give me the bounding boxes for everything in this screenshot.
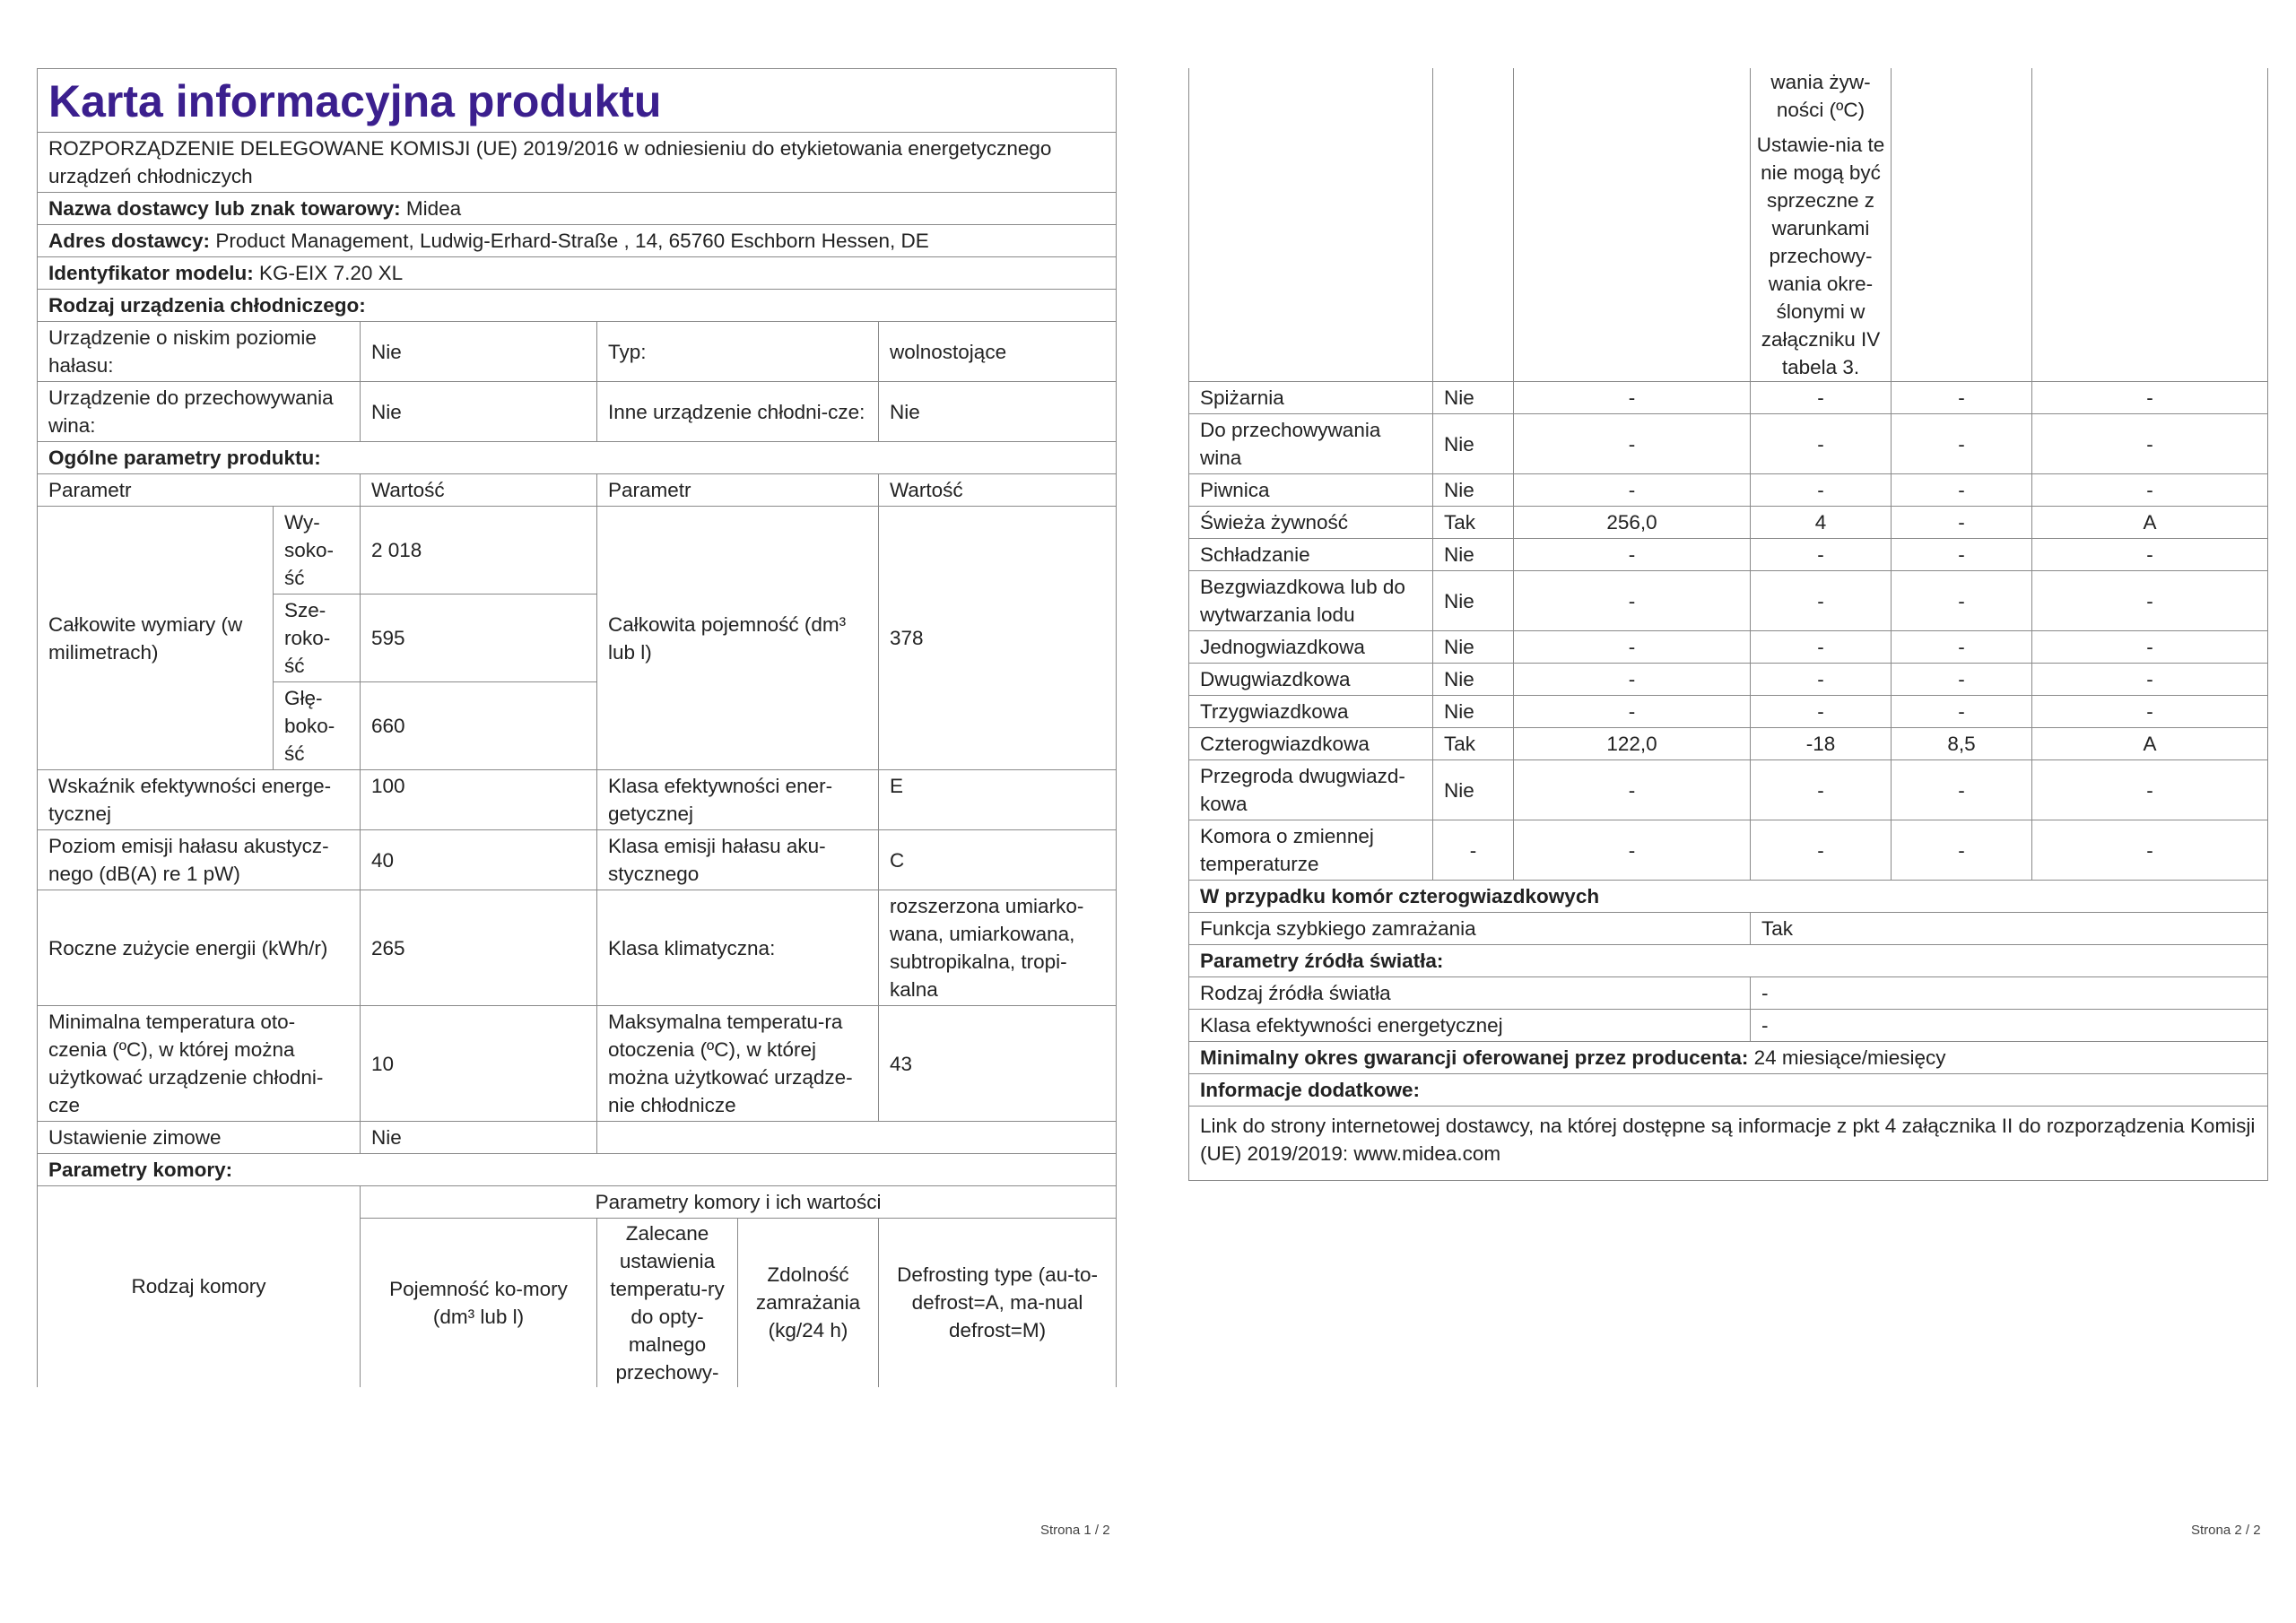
- compartment-capacity: -: [1514, 760, 1751, 820]
- width-label: Sze-roko-ść: [274, 595, 361, 682]
- compartment-defrost: A: [2032, 507, 2268, 539]
- compartment-name: Bezgwiazdkowa lub do wytwarzania lodu: [1189, 571, 1433, 631]
- compartment-defrost: -: [2032, 539, 2268, 571]
- compartment-defrost: -: [2032, 414, 2268, 474]
- compartment-freeze: -: [1892, 382, 2032, 414]
- compartment-row: [1189, 696, 2268, 728]
- compartment-name: Świeża żywność: [1189, 507, 1433, 539]
- min-temp-value: 10: [361, 1006, 597, 1122]
- page-title: Karta informacyjna produktu: [38, 69, 1117, 133]
- general-params-section: Ogólne parametry produktu:: [38, 442, 1117, 474]
- compartment-temp: -: [1751, 760, 1892, 820]
- compartment-name: Spiżarnia: [1189, 382, 1433, 414]
- supplier-label: Nazwa dostawcy lub znak towarowy:: [48, 197, 401, 220]
- compartment-freeze: -: [1892, 539, 2032, 571]
- temp-header-part2: wania żyw-ności (ºC): [1770, 71, 1871, 121]
- compartment-temp: -: [1751, 631, 1892, 664]
- header-param-2: Parametr: [597, 474, 879, 507]
- depth-value: 660: [361, 682, 597, 770]
- compartment-row: [1189, 820, 2268, 881]
- four-star-section: W przypadku komór czterogwiazdkowych: [1189, 881, 2268, 913]
- page-2: [1188, 68, 2267, 1181]
- supplier-link-row: [1189, 1107, 2268, 1181]
- temp-header-note: Ustawie-nia te nie mogą być sprzeczne z warunkami przechowy-wania okre-ślonymi w załączniku IV tabela 3.: [1756, 134, 1885, 378]
- compartment-row: [1189, 539, 2268, 571]
- compartment-freeze: 8,5: [1892, 728, 2032, 760]
- compartment-name: Dwugwiazdkowa: [1189, 664, 1433, 696]
- capacity-value: 378: [879, 507, 1117, 770]
- compartment-name: Do przechowywania wina: [1189, 414, 1433, 474]
- supplier-link-text: Link do strony internetowej dostawcy, na której dostępne są informacje z pkt 4 załącznika II do rozporządzenia Komisji (UE) 2019/2019:: [1200, 1115, 2256, 1165]
- product-info-table-page-1: [37, 68, 1117, 1387]
- other-value: Nie: [879, 382, 1117, 442]
- light-class-label: Klasa efektywności energetycznej: [1189, 1010, 1751, 1042]
- eei-value: 100: [361, 770, 597, 830]
- compartment-name: Piwnica: [1189, 474, 1433, 507]
- compartment-temp: -: [1751, 571, 1892, 631]
- continued-defrost-cell: [2032, 68, 2268, 382]
- compartment-params-header: Parametry komory i ich wartości: [361, 1186, 1117, 1219]
- light-source-section: Parametry źródła światła:: [1189, 945, 2268, 977]
- compartment-freeze: -: [1892, 414, 2032, 474]
- fast-freeze-value: Tak: [1751, 913, 2268, 945]
- compartment-capacity: -: [1514, 664, 1751, 696]
- capacity-label: Całkowita pojemność (dm³ lub l): [597, 507, 879, 770]
- device-type-section: Rodzaj urządzenia chłodniczego:: [38, 290, 1117, 322]
- compartment-freeze: -: [1892, 507, 2032, 539]
- max-temp-value: 43: [879, 1006, 1117, 1122]
- compartment-freeze: -: [1892, 760, 2032, 820]
- compartment-freeze: -: [1892, 664, 2032, 696]
- model-label: Identyfikator modelu:: [48, 262, 254, 284]
- compartment-name: Czterogwiazdkowa: [1189, 728, 1433, 760]
- continued-present-cell: [1433, 68, 1514, 382]
- compartment-freeze: -: [1892, 571, 2032, 631]
- light-type-value: -: [1751, 977, 2268, 1010]
- compartment-row: [1189, 728, 2268, 760]
- compartment-temp: 4: [1751, 507, 1892, 539]
- page-1: [37, 68, 1116, 1387]
- supplier-value: Midea: [405, 197, 462, 220]
- compartment-temp: -: [1751, 474, 1892, 507]
- compartment-temp: -18: [1751, 728, 1892, 760]
- compartment-temp: -: [1751, 820, 1892, 881]
- min-temp-label: Minimalna temperatura oto-czenia (ºC), w której można użytkować urządzenie chłodni-cze: [38, 1006, 361, 1122]
- compartment-freeze: -: [1892, 631, 2032, 664]
- continued-type-cell: [1189, 68, 1433, 382]
- compartment-type-header: Rodzaj komory: [38, 1186, 361, 1387]
- compartment-name: Komora o zmiennej temperaturze: [1189, 820, 1433, 881]
- type-label: Typ:: [597, 322, 879, 382]
- compartment-present: Nie: [1433, 414, 1514, 474]
- compartment-defrost: -: [2032, 696, 2268, 728]
- compartment-name: Jednogwiazdkowa: [1189, 631, 1433, 664]
- noise-label: Poziom emisji hałasu akustycz-nego (dB(A) re 1 pW): [38, 830, 361, 890]
- noise-class-label: Klasa emisji hałasu aku-stycznego: [597, 830, 879, 890]
- light-type-label: Rodzaj źródła światła: [1189, 977, 1751, 1010]
- compartment-present: Nie: [1433, 696, 1514, 728]
- height-label: Wy-soko-ść: [274, 507, 361, 595]
- compartment-present: Tak: [1433, 507, 1514, 539]
- width-value: 595: [361, 595, 597, 682]
- compartment-present: Nie: [1433, 474, 1514, 507]
- model-row: [38, 257, 1117, 290]
- model-value: KG-EIX 7.20 XL: [259, 262, 404, 284]
- compartment-present: Nie: [1433, 571, 1514, 631]
- compartment-capacity: -: [1514, 820, 1751, 881]
- winter-value: Nie: [361, 1122, 597, 1154]
- header-value-1: Wartość: [361, 474, 597, 507]
- compartment-defrost: -: [2032, 382, 2268, 414]
- warranty-label: Minimalny okres gwarancji oferowanej przez producenta:: [1200, 1046, 1749, 1069]
- climate-class-label: Klasa klimatyczna:: [597, 890, 879, 1006]
- compartment-row: [1189, 571, 2268, 631]
- header-param-1: Parametr: [38, 474, 361, 507]
- compartment-temp: -: [1751, 664, 1892, 696]
- compartment-capacity: -: [1514, 414, 1751, 474]
- climate-class-value: rozszerzona umiarko-wana, umiarkowana, subtropikalna, tropi-kalna: [879, 890, 1117, 1006]
- eei-label: Wskaźnik efektywności energe-tycznej: [38, 770, 361, 830]
- compartment-row: [1189, 631, 2268, 664]
- compartment-row: [1189, 474, 2268, 507]
- compartment-params-section: Parametry komory:: [38, 1154, 1117, 1186]
- compartment-row: [1189, 760, 2268, 820]
- compartment-freeze: -: [1892, 474, 2032, 507]
- compartment-present: Tak: [1433, 728, 1514, 760]
- other-label: Inne urządzenie chłodni-cze:: [597, 382, 879, 442]
- compartment-freeze: -: [1892, 820, 2032, 881]
- height-value: 2 018: [361, 507, 597, 595]
- compartment-name: Schładzanie: [1189, 539, 1433, 571]
- empty-cell: [597, 1122, 1117, 1154]
- compartment-capacity: -: [1514, 474, 1751, 507]
- compartment-capacity: -: [1514, 696, 1751, 728]
- compartment-row: [1189, 507, 2268, 539]
- compartment-capacity: 122,0: [1514, 728, 1751, 760]
- annual-energy-value: 265: [361, 890, 597, 1006]
- energy-class-value: E: [879, 770, 1117, 830]
- compartment-temp: -: [1751, 696, 1892, 728]
- energy-class-label: Klasa efektywności ener-getycznej: [597, 770, 879, 830]
- warranty-row: [1189, 1042, 2268, 1074]
- compartment-row: [1189, 382, 2268, 414]
- compartment-rows: [1189, 382, 2268, 881]
- compartment-defrost: -: [2032, 631, 2268, 664]
- low-noise-label: Urządzenie o niskim poziomie hałasu:: [38, 322, 361, 382]
- compartment-capacity: -: [1514, 631, 1751, 664]
- compartment-present: Nie: [1433, 539, 1514, 571]
- compartment-present: -: [1433, 820, 1514, 881]
- compartment-defrost: A: [2032, 728, 2268, 760]
- fast-freeze-label: Funkcja szybkiego zamrażania: [1189, 913, 1751, 945]
- regulation-text: ROZPORZĄDZENIE DELEGOWANE KOMISJI (UE) 2019/2016 w odniesieniu do etykietowania energetycznego urządzeń chłodniczych: [38, 133, 1117, 193]
- wine-value: Nie: [361, 382, 597, 442]
- compartment-capacity: 256,0: [1514, 507, 1751, 539]
- header-value-2: Wartość: [879, 474, 1117, 507]
- address-row: [38, 225, 1117, 257]
- compartment-present: Nie: [1433, 631, 1514, 664]
- light-class-value: -: [1751, 1010, 2268, 1042]
- compartment-defrost: -: [2032, 820, 2268, 881]
- depth-label: Głę-boko-ść: [274, 682, 361, 770]
- compartment-row: [1189, 664, 2268, 696]
- product-info-table-page-2: [1188, 68, 2268, 1181]
- noise-class-value: C: [879, 830, 1117, 890]
- page-number-1: Strona 1 / 2: [1040, 1523, 1110, 1538]
- compartment-defrost-header: Defrosting type (au-to-defrost=A, ma-nual defrost=M): [879, 1219, 1117, 1387]
- supplier-row: [38, 193, 1117, 225]
- compartment-capacity: -: [1514, 382, 1751, 414]
- compartment-freeze: -: [1892, 696, 2032, 728]
- compartment-name: Trzygwiazdkowa: [1189, 696, 1433, 728]
- noise-value: 40: [361, 830, 597, 890]
- compartment-temp-header-continued: [1751, 68, 1892, 382]
- compartment-defrost: -: [2032, 571, 2268, 631]
- additional-info-section: Informacje dodatkowe:: [1189, 1074, 2268, 1107]
- continued-capacity-cell: [1514, 68, 1751, 382]
- compartment-defrost: -: [2032, 760, 2268, 820]
- type-value: wolnostojące: [879, 322, 1117, 382]
- warranty-value: 24 miesiące/miesięcy: [1753, 1046, 1946, 1069]
- annual-energy-label: Roczne zużycie energii (kWh/r): [38, 890, 361, 1006]
- compartment-present: Nie: [1433, 760, 1514, 820]
- compartment-capacity: -: [1514, 571, 1751, 631]
- compartment-capacity: -: [1514, 539, 1751, 571]
- winter-label: Ustawienie zimowe: [38, 1122, 361, 1154]
- compartment-name: Przegroda dwugwiazd-kowa: [1189, 760, 1433, 820]
- compartment-defrost: -: [2032, 474, 2268, 507]
- page-number-2: Strona 2 / 2: [2191, 1523, 2261, 1538]
- low-noise-value: Nie: [361, 322, 597, 382]
- compartment-present: Nie: [1433, 382, 1514, 414]
- continued-freeze-cell: [1892, 68, 2032, 382]
- compartment-freeze-header: Zdolność zamrażania (kg/24 h): [738, 1219, 879, 1387]
- compartment-temp: -: [1751, 539, 1892, 571]
- compartment-temp: -: [1751, 382, 1892, 414]
- compartment-defrost: -: [2032, 664, 2268, 696]
- compartment-row: [1189, 414, 2268, 474]
- max-temp-label: Maksymalna temperatu-ra otoczenia (ºC), w której można użytkować urządze-nie chłodnicze: [597, 1006, 879, 1122]
- compartment-present: Nie: [1433, 664, 1514, 696]
- wine-label: Urządzenie do przechowywania wina:: [38, 382, 361, 442]
- address-label: Adres dostawcy:: [48, 230, 211, 252]
- dimensions-label: Całkowite wymiary (w milimetrach): [38, 507, 274, 770]
- compartment-temp-header: Zalecane ustawienia temperatu-ry do opty-malnego przechowy-: [597, 1219, 738, 1387]
- compartment-capacity-header: Pojemność ko-mory (dm³ lub l): [361, 1219, 597, 1387]
- address-value: Product Management, Ludwig-Erhard-Straße , 14, 65760 Eschborn Hessen, DE: [215, 230, 929, 252]
- compartment-temp: -: [1751, 414, 1892, 474]
- supplier-link-url[interactable]: www.midea.com: [1353, 1142, 1501, 1165]
